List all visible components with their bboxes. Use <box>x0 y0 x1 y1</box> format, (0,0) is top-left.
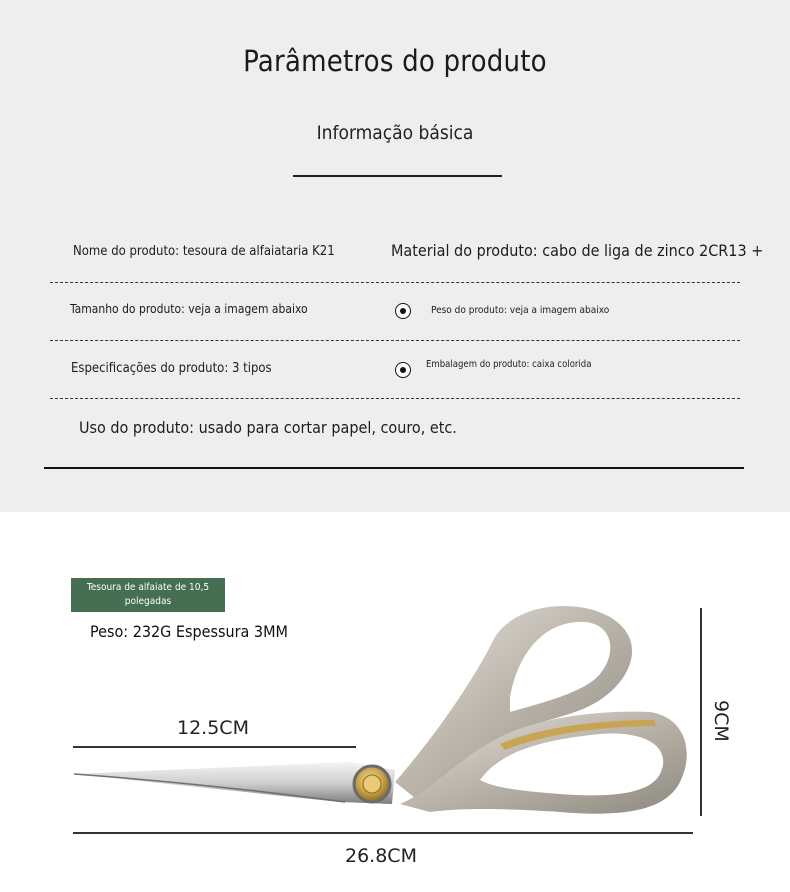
blade-length-line <box>73 746 356 748</box>
spec-specifications: Especificações do produto: 3 tipos <box>71 361 272 376</box>
row-divider <box>50 398 740 399</box>
spec-material: Material do produto: cabo de liga de zinco 2CR13 + <box>391 241 764 260</box>
row-divider <box>50 282 740 283</box>
subtitle-underline <box>293 175 502 177</box>
page-title: Parâmetros do produto <box>243 44 547 78</box>
section-bottom-rule <box>44 467 744 469</box>
scissors-image <box>0 512 790 892</box>
height-label: 9CM <box>710 700 732 742</box>
spec-name: Nome do produto: tesoura de alfaiataria K21 <box>73 244 335 259</box>
product-weight-thickness: Peso: 232G Espessura 3MM <box>90 622 288 641</box>
product-size-badge: Tesoura de alfaiate de 10,5 polegadas <box>71 578 225 612</box>
spec-size: Tamanho do produto: veja a imagem abaixo <box>70 302 308 316</box>
section-subtitle: Informação básica <box>316 122 474 144</box>
total-length-label: 26.8CM <box>345 845 417 867</box>
height-line <box>700 608 702 816</box>
spec-packaging: Embalagem do produto: caixa colorida <box>426 359 592 370</box>
spec-weight: Peso do produto: veja a imagem abaixo <box>431 305 610 316</box>
row-divider <box>50 340 740 341</box>
blade-length-label: 12.5CM <box>177 717 249 739</box>
total-length-line <box>73 832 693 834</box>
radio-bullet-icon <box>395 303 411 319</box>
spec-usage: Uso do produto: usado para cortar papel, couro, etc. <box>79 418 457 437</box>
radio-bullet-icon <box>395 362 411 378</box>
